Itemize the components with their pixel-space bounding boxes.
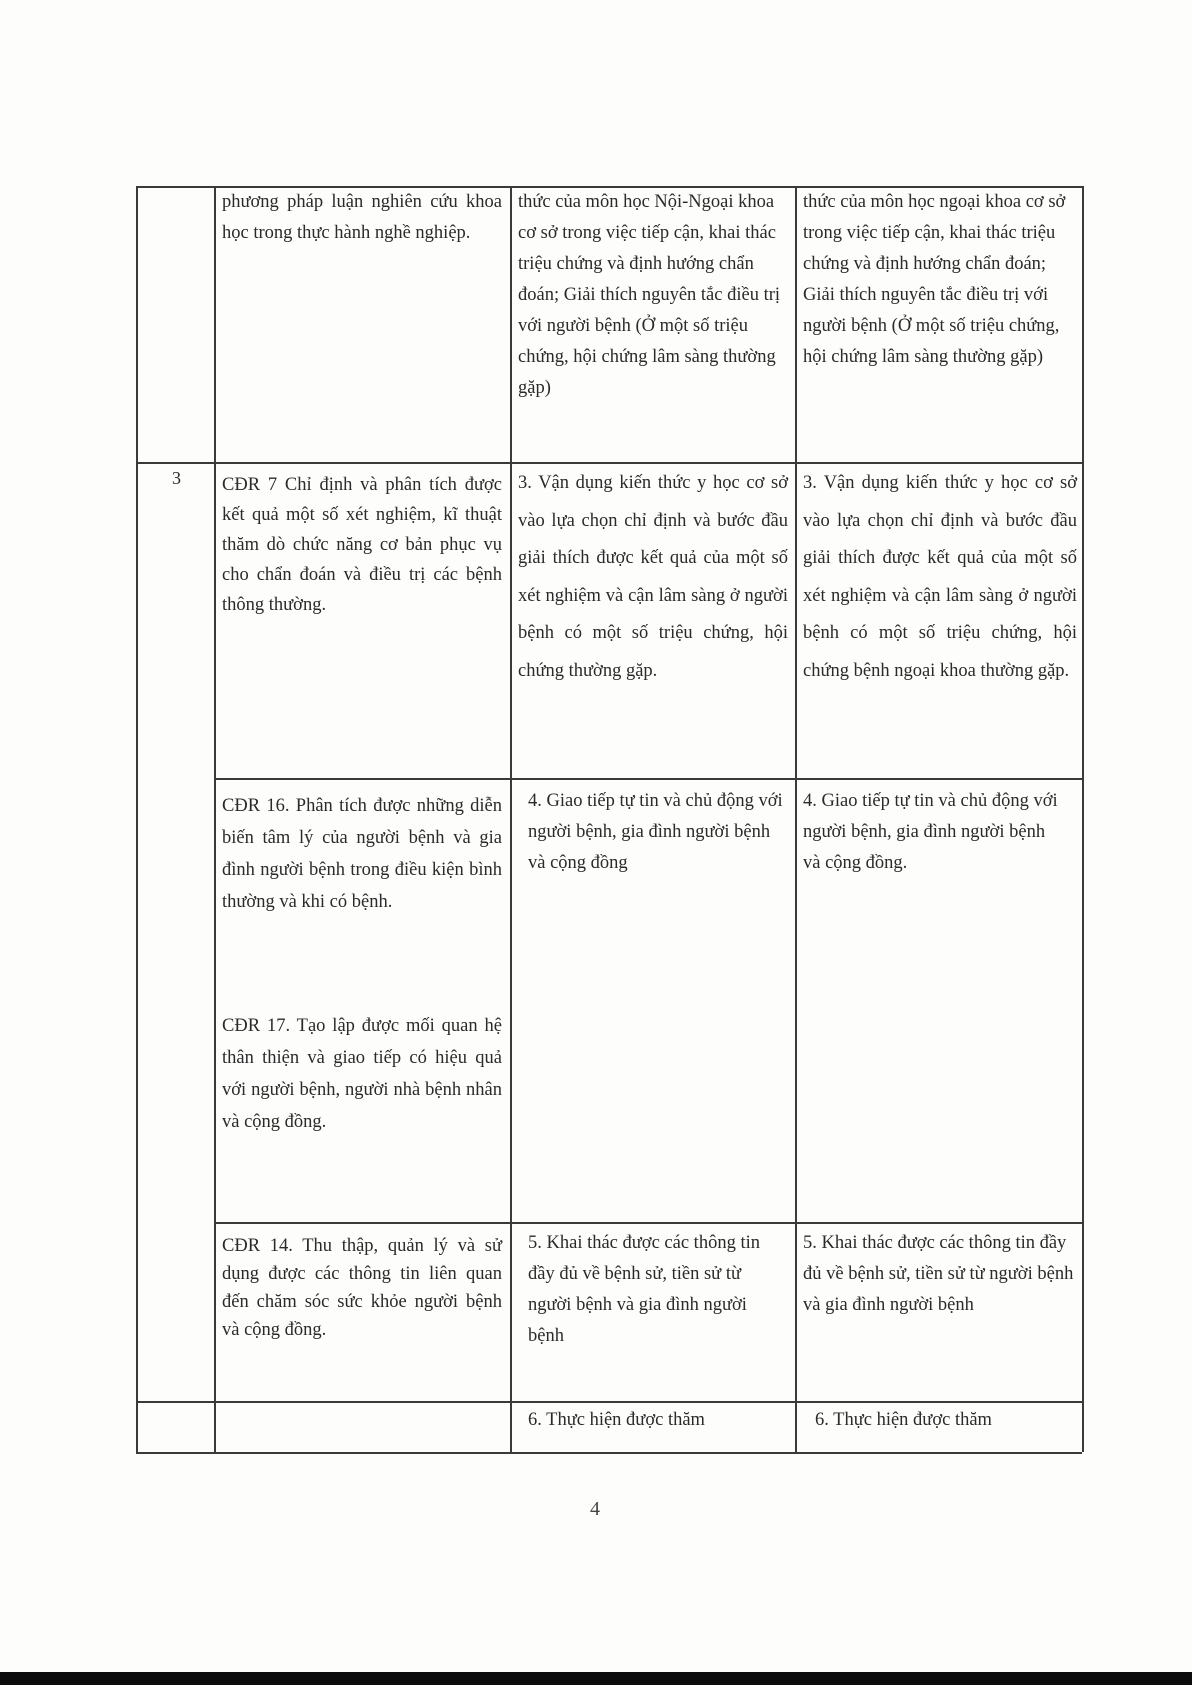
outcome-cell: CĐR 7 Chỉ định và phân tích được kết quả một số xét nghiệm, kĩ thuật thăm dò chức năng cơ bản phục vụ cho chẩn đoán và điều trị các bệnh thông thường. (222, 475, 502, 615)
outcome-cell: CĐR 14. Thu thập, quản lý và sử dụng được các thông tin liên quan đến chăm sóc sức khỏe người bệnh và cộng đồng. (222, 1236, 502, 1340)
objective-a-cell: 5. Khai thác được các thông tin đầy đủ về bệnh sử, tiền sử từ người bệnh và gia đình người bệnh (528, 1233, 760, 1346)
outcome-cell: CĐR 16. Phân tích được những diễn biến tâm lý của người bệnh và gia đình người bệnh trong điều kiện bình thường và khi có bệnh. (222, 796, 502, 912)
objective-b-cell: thức của môn học ngoại khoa cơ sở trong việc tiếp cận, khai thác triệu chứng và định hướng chẩn đoán; Giải thích nguyên tắc điều trị với người bệnh (Ở một số triệu chứng, hội chứng lâm sàng thường gặp) (803, 192, 1066, 367)
table-border-col3 (795, 186, 797, 1452)
row-divider-3 (214, 1222, 1082, 1224)
objective-b-cell: 5. Khai thác được các thông tin đầy đủ về bệnh sử, tiền sử từ người bệnh và gia đình người bệnh (803, 1233, 1074, 1315)
row-divider-4 (136, 1401, 1082, 1403)
table-border-col2 (510, 186, 512, 1452)
row-divider-2 (214, 778, 1082, 780)
table-border-bottom (136, 1452, 1082, 1454)
objective-a-cell: 4. Giao tiếp tự tin và chủ động với người bệnh, gia đình người bệnh và cộng đồng (528, 791, 783, 873)
objective-a-cell: thức của môn học Nội-Ngoại khoa cơ sở trong việc tiếp cận, khai thác triệu chứng và định hướng chẩn đoán; Giải thích nguyên tắc điều trị với người bệnh (Ở một số triệu chứng, hội chứng lâm sàng thường gặp) (518, 192, 781, 398)
outcome-cell: phương pháp luận nghiên cứu khoa học trong thực hành nghề nghiệp. (222, 192, 502, 243)
scan-bottom-edge (0, 1672, 1192, 1685)
table-border-col1 (214, 186, 216, 1452)
objective-b-cell: 4. Giao tiếp tự tin và chủ động với người bệnh, gia đình người bệnh và cộng đồng. (803, 791, 1058, 873)
objective-b-cell: 6. Thực hiện được thăm (815, 1410, 992, 1430)
objective-b-cell: 3. Vận dụng kiến thức y học cơ sở vào lựa chọn chỉ định và bước đầu giải thích được kết quả của một số xét nghiệm và cận lâm sàng ở người bệnh có một số triệu chứng, hội chứng bệnh ngoại khoa thường gặp. (803, 473, 1077, 681)
page-number: 4 (590, 1498, 600, 1520)
outcome-cell: CĐR 17. Tạo lập được mối quan hệ thân thiện và giao tiếp có hiệu quả với người bệnh, người nhà bệnh nhân và cộng đồng. (222, 1016, 502, 1132)
objective-a-cell: 6. Thực hiện được thăm (528, 1410, 705, 1430)
table-border-left (136, 186, 138, 1452)
row-number: 3 (172, 468, 181, 488)
table-border-right (1082, 186, 1084, 1452)
row-divider-1 (136, 462, 1082, 464)
objective-a-cell: 3. Vận dụng kiến thức y học cơ sở vào lựa chọn chỉ định và bước đầu giải thích được kết quả của một số xét nghiệm và cận lâm sàng ở người bệnh có một số triệu chứng, hội chứng thường gặp. (518, 473, 788, 681)
